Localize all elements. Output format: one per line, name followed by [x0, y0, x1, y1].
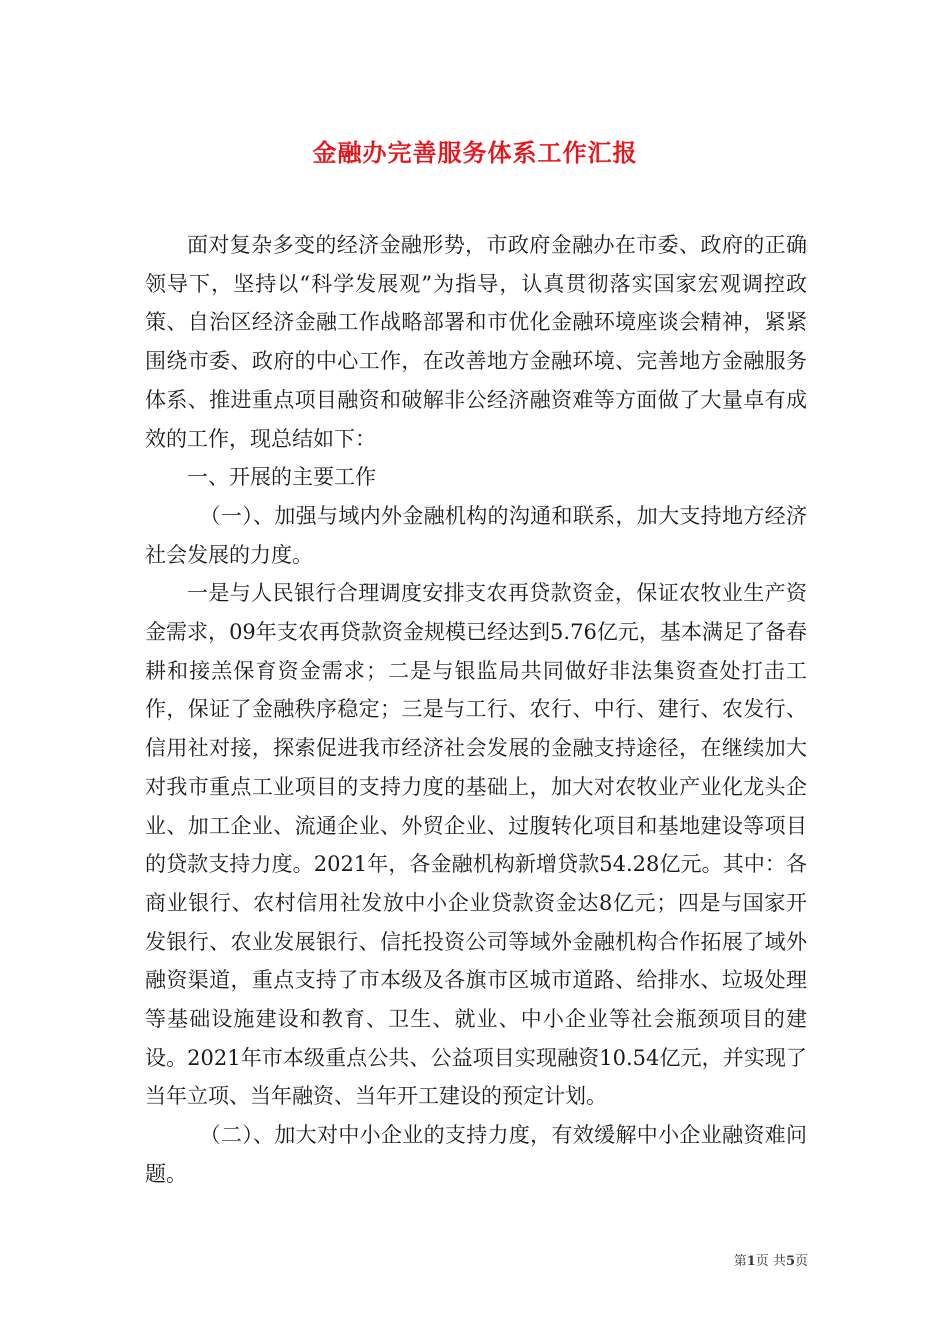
section-heading-main-work: 一、开展的主要工作	[187, 465, 376, 490]
subsection-heading-1: （一）、加强与域内外金融机构的沟通和联系，加大支持地方经济社会发展的力度。	[145, 503, 807, 567]
footer-prefix: 第	[733, 1254, 747, 1269]
document-title: 金融办完善服务体系工作汇报	[312, 138, 638, 167]
footer-suffix: 页	[794, 1254, 808, 1269]
intro-paragraph: 面对复杂多变的经济金融形势，市政府金融办在市委、政府的正确领导下，坚持以“科学发展观”为指导，认真贯彻落实国家宏观调控政策、自治区经济金融工作战略部署和市优化金融环境座谈会精神，紧紧围绕市委、政府的中心工作，在改善地方金融环境、完善地方金融服务体系、推进重点项目融资和破解非公经济融资难等方面做了大量卓有成效的工作，现总结如下：	[145, 233, 807, 451]
subsection-heading-2: （二）、加大对中小企业的支持力度，有效缓解中小企业融资难问题。	[145, 1123, 807, 1186]
document-body	[145, 226, 807, 1194]
footer-middle: 页 共	[755, 1254, 786, 1269]
footer-current-page: 1	[746, 1254, 756, 1269]
footer-total-pages: 5	[785, 1254, 795, 1269]
page-footer	[0, 1250, 808, 1269]
body-paragraph-details: 一是与人民银行合理调度安排支农再贷款资金，保证农牧业生产资金需求，09年支农再贷款资金规模已经达到5.76亿元，基本满足了备春耕和接羔保育资金需求；二是与银监局共同做好非法集资查处打击工作，保证了金融秩序稳定；三是与工行、农行、中行、建行、农发行、信用社对接，探索促进我市经济社会发展的金融支持途径，在继续加大对我市重点工业项目的支持力度的基础上，加大对农牧业产业化龙头企业、加工企业、流通企业、外贸企业、过腹转化项目和基地建设等项目的贷款支持力度。2021年，各金融机构新增贷款54.28亿元。其中：各商业银行、农村信用社发放中小企业贷款资金达8亿元；四是与国家开发银行、农业发展银行、信托投资公司等域外金融机构合作拓展了域外融资渠道，重点支持了市本级及各旗市区城市道路、给排水、垃圾处理等基础设施建设和教育、卫生、就业、中小企业等社会瓶颈项目的建设。2021年市本级重点公共、公益项目实现融资10.54亿元，并实现了当年立项、当年融资、当年开工建设的预定计划。	[145, 581, 807, 1109]
